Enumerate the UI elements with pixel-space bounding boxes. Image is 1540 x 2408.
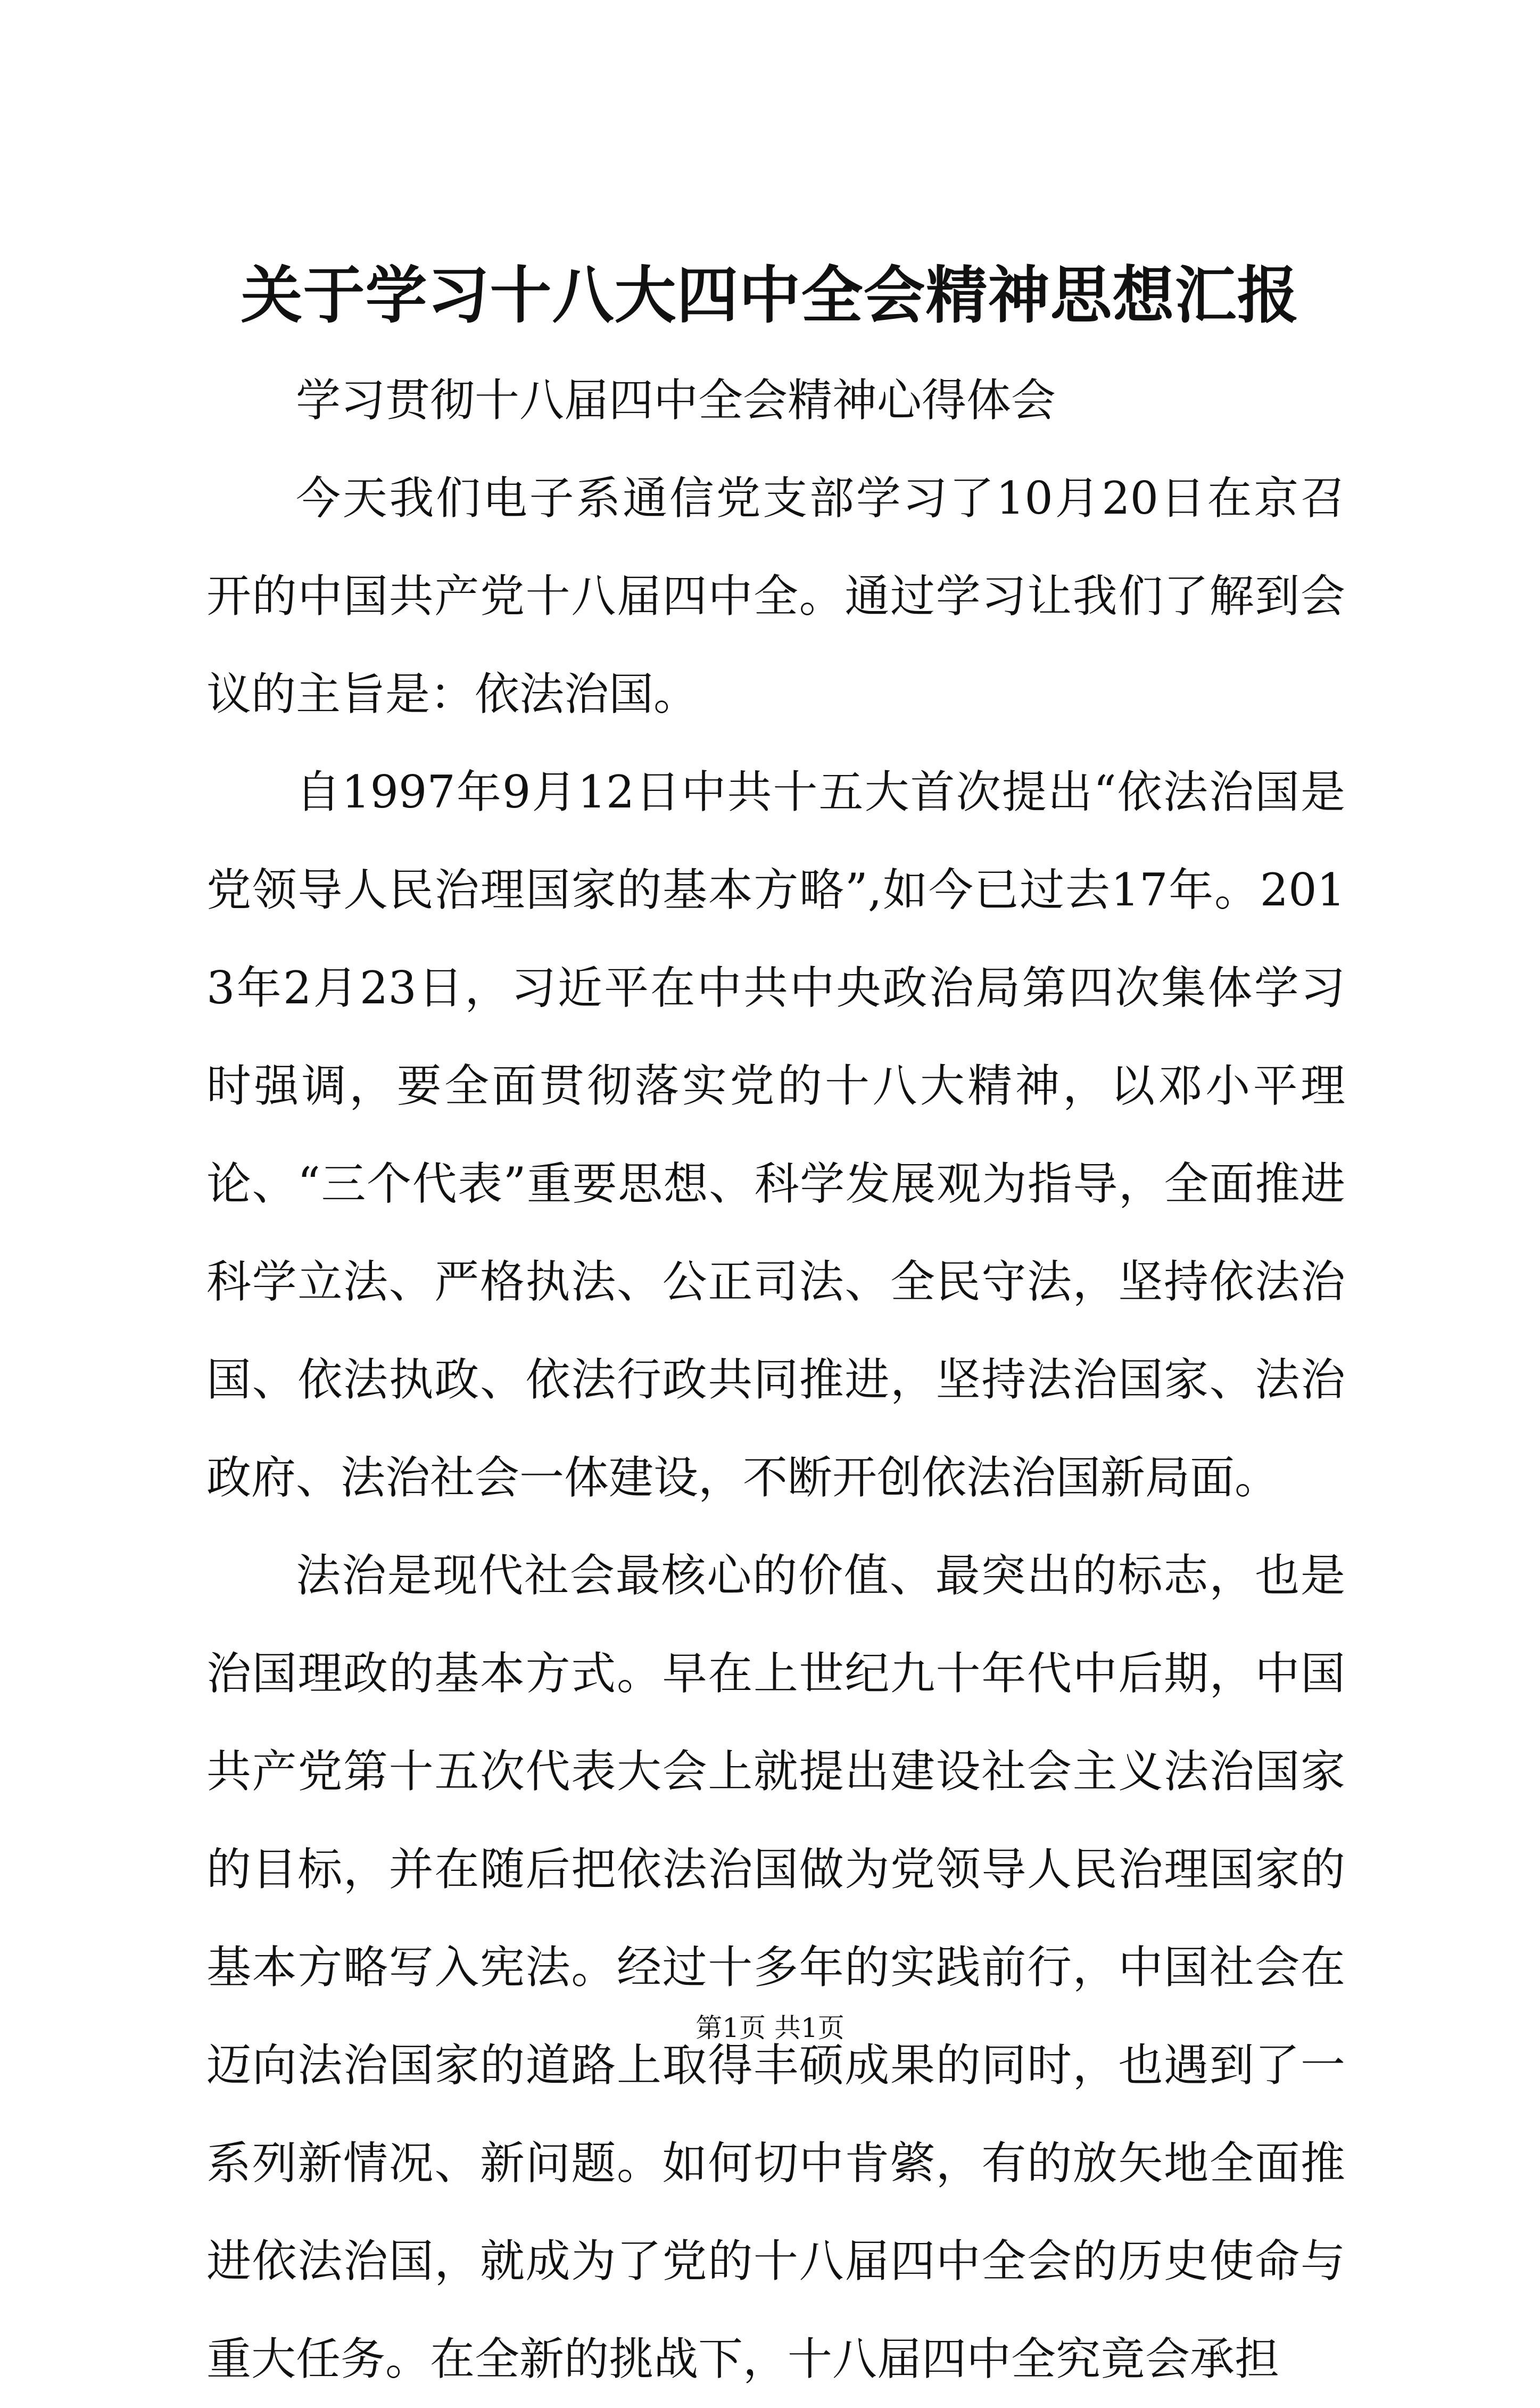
paragraph-subtitle: 学习贯彻十八届四中全会精神心得体会 xyxy=(296,374,1056,426)
paragraph-history: 自1997年9月12日中共十五大首次提出“依法治国是党领导人民治理国家的基本方略”,如今已过去17年。2013年2月23日，习近平在中共中央政治局第四次集体学习时强调，要全面贯彻落实党的十八大精神，以邓小平理论、“三个代表”重要思想、科学发展观为指导，全面推进科学立法、严格执法、公正司法、全民守法，坚持依法治国、依法执政、依法行政共同推进，坚持法治国家、法治政府、法治社会一体建设，不断开创依法治国新局面。 xyxy=(206,766,1345,1504)
page-number-footer: 第1页 共1页 xyxy=(696,2013,844,2043)
document-body xyxy=(206,351,1345,2408)
document-title: 关于学习十八大四中全会精神思想汇报 xyxy=(241,259,1299,332)
paragraph-rule-of-law: 法治是现代社会最核心的价值、最突出的标志，也是治国理政的基本方式。早在上世纪九十年代中后期，中国共产党第十五次代表大会上就提出建设社会主义法治国家的目标，并在随后把依法治国做为党领导人民治理国家的基本方略写入宪法。经过十多年的实践前行，中国社会在迈向法治国家的道路上取得丰硕成果的同时，也遇到了一系列新情况、新问题。如何切中肯綮，有的放矢地全面推进依法治国，就成为了党的十八届四中全会的历史使命与重大任务。在全新的挑战下，十八届四中全究竟会承担 xyxy=(206,1549,1345,2385)
paragraph-intro: 今天我们电子系通信党支部学习了10月20日在京召开的中国共产党十八届四中全。通过学习让我们了解到会议的主旨是：依法治国。 xyxy=(206,472,1345,720)
